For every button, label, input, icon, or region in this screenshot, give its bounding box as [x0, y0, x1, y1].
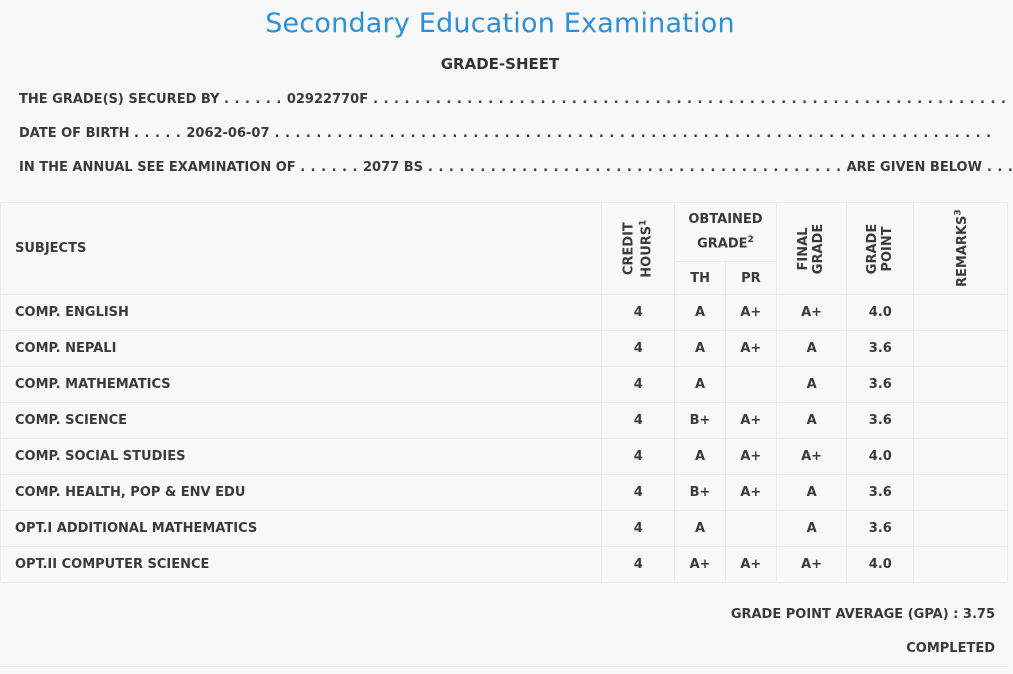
table-row — [1, 511, 1008, 547]
credit-hours-cell: 4 — [602, 547, 675, 583]
subject-cell: COMP. HEALTH, POP & ENV EDU — [1, 475, 602, 511]
pr-grade-cell — [725, 367, 776, 403]
credit-hours-cell: 4 — [602, 295, 675, 331]
th-grade-cell: B+ — [675, 403, 726, 439]
remarks-cell — [914, 439, 1008, 475]
table-row — [1, 547, 1008, 583]
final-grade-header: FINAL GRADE — [776, 203, 847, 295]
grade-table — [0, 202, 1008, 583]
credit-hours-cell: 4 — [602, 475, 675, 511]
pr-grade-cell — [725, 511, 776, 547]
gpa-label: GRADE POINT AVERAGE (GPA) : — [730, 607, 959, 622]
grade-point-cell: 3.6 — [847, 403, 914, 439]
pr-grade-cell: A+ — [725, 547, 776, 583]
gpa-value: 3.75 — [962, 607, 995, 622]
grade-sheet-heading: GRADE-SHEET — [440, 55, 560, 73]
grade-point-cell: 3.6 — [847, 511, 914, 547]
final-grade-cell: A — [776, 403, 847, 439]
remarks-cell — [914, 367, 1008, 403]
remarks-cell — [914, 331, 1008, 367]
final-grade-cell: A+ — [776, 439, 847, 475]
final-grade-cell: A — [776, 367, 847, 403]
final-grade-cell: A — [776, 475, 847, 511]
grade-point-cell: 3.6 — [847, 367, 914, 403]
grade-point-cell: 4.0 — [847, 547, 914, 583]
table-row — [1, 475, 1008, 511]
subjects-header: SUBJECTS — [1, 203, 602, 295]
subject-cell: OPT.II COMPUTER SCIENCE — [1, 547, 602, 583]
table-row — [1, 331, 1008, 367]
subject-cell: COMP. SOCIAL STUDIES — [1, 439, 602, 475]
subject-cell: COMP. MATHEMATICS — [1, 367, 602, 403]
th-grade-cell: A — [675, 439, 726, 475]
dob-line: DATE OF BIRTH . . . . . 2062-06-07 . . . . . . . . . . . . . . . . . . . . . . . . . . . . . . . . . . . . . . . . . . . . . . . . . . . . . . . . . . . . . . . . . . . . . — [19, 126, 992, 141]
obtained-grade-header: OBTAINED GRADE$^2$ — [675, 203, 777, 262]
grade-point-header: GRADE POINT — [847, 203, 914, 295]
final-grade-cell: A — [776, 511, 847, 547]
subject-cell: OPT.I ADDITIONAL MATHEMATICS — [1, 511, 602, 547]
subject-cell: COMP. NEPALI — [1, 331, 602, 367]
credit-hours-cell: 4 — [602, 403, 675, 439]
given-below-label: ARE GIVEN BELOW — [846, 160, 982, 175]
final-grade-cell: A — [776, 331, 847, 367]
table-row — [1, 367, 1008, 403]
exam-line: IN THE ANNUAL SEE EXAMINATION OF . . . . . . 2077 BS . . . . . . . . . . . . . . . . . . . . . . . . . . . . . . . . . . . . . . . . ARE GIVEN BELOW . . . — [19, 160, 1013, 175]
credit-hours-cell: 4 — [602, 331, 675, 367]
symbol-number: 02922770F — [286, 92, 369, 107]
credit-hours-cell: 4 — [602, 511, 675, 547]
pr-grade-cell: A+ — [725, 295, 776, 331]
grade-point-cell: 3.6 — [847, 475, 914, 511]
remarks-cell — [914, 547, 1008, 583]
dob-label: DATE OF BIRTH — [19, 126, 130, 141]
pr-header: PR — [725, 262, 776, 295]
result-status: COMPLETED — [906, 641, 995, 656]
th-header: TH — [675, 262, 726, 295]
exam-year: 2077 BS — [362, 160, 423, 175]
remarks-cell — [914, 475, 1008, 511]
th-grade-cell: A+ — [675, 547, 726, 583]
pr-grade-cell: A+ — [725, 331, 776, 367]
divider — [0, 666, 1008, 667]
final-grade-cell: A+ — [776, 295, 847, 331]
th-grade-cell: A — [675, 331, 726, 367]
remarks-cell — [914, 511, 1008, 547]
credit-hours-cell: 4 — [602, 439, 675, 475]
table-row — [1, 439, 1008, 475]
pr-grade-cell: A+ — [725, 403, 776, 439]
remarks-cell — [914, 295, 1008, 331]
table-row — [1, 295, 1008, 331]
th-grade-cell: A — [675, 511, 726, 547]
subject-cell: COMP. SCIENCE — [1, 403, 602, 439]
page-title: Secondary Education Examination — [265, 8, 735, 39]
exam-label: IN THE ANNUAL SEE EXAMINATION OF — [19, 160, 296, 175]
secured-by-line: THE GRADE(S) SECURED BY . . . . . . 02922770F . . . . . . . . . . . . . . . . . . . . . . . . . . . . . . . . . . . . . . . . . . . . . . . . . . . . . . . . . . . . . — [19, 92, 1007, 107]
gpa-line — [731, 607, 995, 622]
secured-by-label: THE GRADE(S) SECURED BY — [19, 92, 220, 107]
th-grade-cell: A — [675, 367, 726, 403]
table-row — [1, 403, 1008, 439]
th-grade-cell: B+ — [675, 475, 726, 511]
credit-hours-header: CREDIT HOURS$^1$ — [602, 203, 675, 295]
dob-value: 2062-06-07 — [186, 126, 270, 141]
grade-point-cell: 4.0 — [847, 295, 914, 331]
credit-hours-cell: 4 — [602, 367, 675, 403]
remarks-cell — [914, 403, 1008, 439]
pr-grade-cell: A+ — [725, 439, 776, 475]
grade-point-cell: 3.6 — [847, 331, 914, 367]
pr-grade-cell: A+ — [725, 475, 776, 511]
grade-point-cell: 4.0 — [847, 439, 914, 475]
subject-cell: COMP. ENGLISH — [1, 295, 602, 331]
th-grade-cell: A — [675, 295, 726, 331]
remarks-header: REMARKS$^3$ — [914, 203, 1008, 295]
final-grade-cell: A+ — [776, 547, 847, 583]
